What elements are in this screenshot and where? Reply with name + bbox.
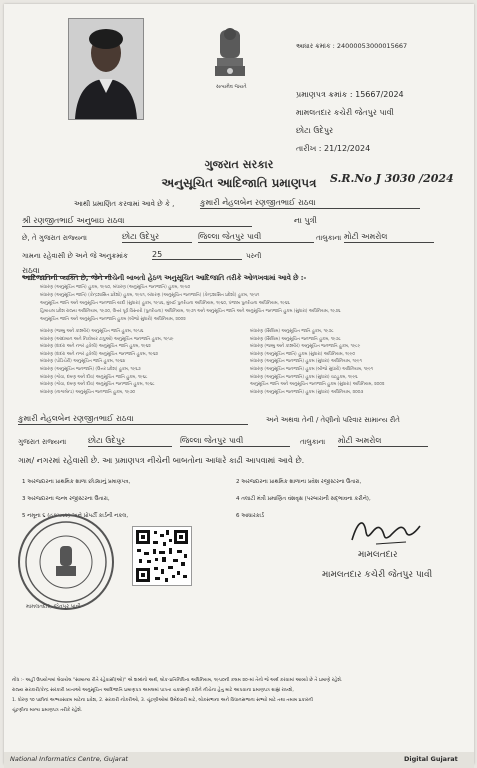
- entry-number: 25: [152, 250, 242, 260]
- signature-icon: [346, 514, 426, 548]
- basis-item: 5 નમૂના ૬ (હકપત્રક) અને પ્રોપર્ટી કાર્ડની નકલ,: [22, 513, 129, 519]
- applicant-name: કુમારી નેહલબેન રણજીતભાઈ રાઠવા: [200, 198, 420, 209]
- signatory-office: મામલતદાર કચેરી જેતપુર પાવી: [322, 570, 433, 580]
- note-line: રાજ્ય સરકારી/કેન્દ્ર સરકારી ખાતાઓ અનુસૂચિત આદિજાતિ પ્રમાણપત્ર અમલમાં પાત્રતા ચકાસણી કરીને નીચેના હેતુ માટે આપવાના પ્રમાણપત્ર ગ્રાહ્ય રાખશે,: [12, 688, 294, 693]
- note-line: 1. ધોરણ ૧૦ પછીનાં અભ્યાસક્રમ માટેના પ્રવેશ, 2. સરકારી નોકરીઓ, 3. ચૂંટણીઓમાં ઉમેદવારી માટે, લોકસભાના અને વિધાનસભાના સભ્યો માટે તથા તમામ પ્રકારની: [12, 698, 314, 703]
- basis-item: 6 આધારકાર્ડ: [236, 513, 264, 519]
- order-right-item: બંધારણ (અનુસૂચિત જનજાતિ) હુકમ (સુધારા) અધિનિયમ, ૨૦૦૩: [250, 389, 364, 395]
- order-left-item: બંધારણ (જમ્મુ અને કાશ્મીર) અનુસૂચિત જાતિ હુકમ, ૧૯૫૬: [40, 329, 144, 334]
- order-left-item: બંધારણ (પોંડિચેરી) અનુસૂચિત જાતિ હુકમ, ૧૯૬૪: [40, 359, 126, 365]
- official-seal: [18, 514, 114, 610]
- order-line: બંધારણ (અનુસૂચિત જાતિ) (કેન્દ્રશાસિત પ્રદેશો) હુકમ, ૧૯૫૧, બંધારણ (અનુસૂચિત જનજાતિ) (કેન્દ્રશાસિત પ્રદેશો) હુકમ, ૧૯૫૧: [40, 293, 260, 298]
- relation: ના પુત્રી: [294, 216, 317, 225]
- order-right-item: બંધારણ (અનુસૂચિત જનજાતિ) હુકમ (બીજો સુધારો) અધિનિયમ, ૧૯૯૧: [250, 366, 374, 372]
- order-right-item: બંધારણ (અનુસૂચિત જનજાતિ) હુકમ (સુધારા) વટહુકમ, ૧૯૯૬: [250, 374, 358, 380]
- order-line: બંધારણ (અનુસૂચિત જાતિ) હુકમ, ૧૯૫૦, બંધારણ (અનુસૂચિત જનજાતિ) હુકમ, ૧૯૫૦: [40, 285, 191, 290]
- certificate-title: અનુસૂચિત આદિજાતિ પ્રમાણપત્ર: [161, 176, 317, 190]
- village-name: મોટી અમરોલ: [344, 232, 434, 243]
- order-left-item: બંધારણ (ગોવા, દમણ અને દીવ) અનુસૂચિત જાતિ હુકમ, ૧૯૬૮: [40, 374, 148, 380]
- order-left-item: બંધારણ (અનુસૂચિત જનજાતિ) (ઉત્તર પ્રદેશ) હુકમ, ૧૯૬૭: [40, 366, 141, 372]
- orders-right: [250, 328, 384, 396]
- residence-statement: ગામ/ નગરમાં રહેવાસી છે. આ પ્રમાણપત્ર નીચેની બાબતોના આધારે કાઢી આપવામાં આવે છે.: [18, 456, 305, 465]
- sr-number: S.R.No J 3030 /2024: [330, 172, 454, 185]
- recognition-line: આદિજાતિની વ્યક્તિ છે, જેને નીચેની બાબતો હેઠળ અનુસૂચિત આદિજાતિ તરીકે ઓળખવામાં આવે છે :-: [22, 274, 307, 282]
- basis-item: 3 અરજદારના જન્મ રજીસ્ટરના ઉતારા,: [22, 496, 110, 502]
- issue-date: તારીખ : 21/12/2024: [296, 144, 371, 153]
- entry-prefix: ગામના રહેવાસી છે અને જે અનુક્રમાંક: [22, 252, 128, 260]
- order-left-item: બંધારણ (નાગાલેન્ડ) અનુસૂચિત જનજાતિ હુકમ, ૧૯૭૦: [40, 389, 136, 395]
- father-name: શ્રી રણજીતભાઈ અનુબાઇ રાઠવા: [22, 216, 252, 227]
- order-right-item: બંધારણ (અનુસૂચિત જાતિ) હુકમ (સુધારા) અધિનિયમ, ૧૯૯૦: [250, 351, 356, 357]
- signatory-title: મામલતદાર: [358, 550, 398, 560]
- order-right-item: બંધારણ (સિક્કિમ) અનુસૂચિત જનજાતિ હુકમ, ૧૯૭૮: [250, 336, 341, 342]
- government-title: ગુજરાત સરકાર: [204, 158, 274, 171]
- office-name: મામલતદાર કચેરી જેતપુર પાવી: [296, 108, 394, 117]
- order-right-item: બંધારણ (જમ્મુ અને કાશ્મીર) અનુસૂચિત જનજાતિ હુકમ, ૧૯૮૯: [250, 344, 361, 350]
- order-line: અનુસૂચિત જાતિ અને અનુસૂચિત જનજાતિ યાદી (સુધારા) હુકમ, ૧૯૫૬, મુંબઈ પુનર્રચના અધિનિયમ, ૧૯૬૦, પંજાબ પુનર્રચના અધિનિયમ, ૧૯૬૬: [40, 301, 290, 306]
- order-right-item: બંધારણ (અનુસૂચિત જનજાતિ) હુકમ (સુધારા) અધિનિયમ, ૧૯૯૧: [250, 359, 362, 365]
- national-emblem-icon: [212, 24, 248, 84]
- certificate-page: [4, 4, 474, 764]
- footer-right: Digital Gujarat: [404, 755, 458, 763]
- orders-left: [40, 328, 173, 396]
- order-left-item: બંધારણ (દાદરા અને નગર હવેલી) અનુસૂચિત જાતિ હુકમ, ૧૯૬૨: [40, 344, 151, 350]
- note-block: [12, 676, 342, 716]
- state-prefix: છે, તે ગુજરાત રાજ્યના: [22, 234, 87, 242]
- caste-name: રાઠવા: [22, 266, 112, 277]
- res-district: છોટા ઉદેપુર: [88, 436, 172, 447]
- order-left-item: બંધારણ (ગોવા, દમણ અને દીવ) અનુસૂચિત જનજાતિ હુકમ, ૧૯૬૮: [40, 382, 155, 388]
- applicant-photo: [68, 18, 144, 120]
- certificate-number: પ્રમાણપત્ર ક્રમાંક : 15667/2024: [296, 90, 404, 99]
- order-left-item: બંધારણ (આંદામાન અને નિકોબાર ટાપુઓ) અનુસૂચિત જનજાતિ હુકમ, ૧૯૫૯: [40, 336, 174, 342]
- qr-code-icon: [132, 526, 192, 586]
- orders-block: [40, 284, 460, 324]
- office-district: છોટા ઉદેપુર: [296, 126, 334, 135]
- note-line: ચૂંટણીના માન્ય પ્રમાણપત્ર તરીકે રહેશે.: [12, 708, 83, 713]
- entry-mid: પરની: [246, 252, 262, 260]
- basis-item: 1 અરજદારના પ્રાથમિક શાળા છોડ્યાનું પ્રમાણપત્ર,: [22, 479, 131, 485]
- seal-text: મામલતદાર, જેતપુર પાવી: [26, 604, 81, 610]
- taluka-name: જિલ્લા જેતપુર પાવી: [198, 232, 314, 243]
- attest-prefix: આથી પ્રમાણિત કરવામાં આવે છે કે ,: [74, 200, 175, 208]
- res-state-prefix: ગુજરાત રાજ્યના: [18, 438, 67, 446]
- res-village: મોટી અમરોલ: [338, 436, 428, 447]
- aadhaar-number: આધાર ક્રમાંક : 24000053000015667: [296, 42, 408, 50]
- footer-left: National Informatics Centre, Gujarat: [10, 755, 128, 763]
- order-right-item: અનુસૂચિત જાતિ અને અનુસૂચિત જનજાતિ હુકમ (સુધારા) અધિનિયમ, ૨૦૦૨: [250, 382, 385, 388]
- basis-item: 4 તલાટી મંત્રી પ્રમાણિત વંશવૃક્ષ (પરબારાની સદ્ભાવના કરીને),: [236, 496, 371, 502]
- order-right-item: બંધારણ (સિક્કિમ) અનુસૂચિત જાતિ હુકમ, ૧૯૭૮: [250, 329, 334, 334]
- order-left-item: બંધારણ (દાદરા અને નગર હવેલી) અનુસૂચિત જનજાતિ હુકમ, ૧૯૬૨: [40, 351, 158, 357]
- family-clause: અને અથવા તેની / તેણીનો પરિવાર સામાન્ય રીતે: [266, 416, 400, 424]
- note-line: નોંધ :- અહીં ઉપયોગમાં લેવાયેલ "સામાન્ય રીતે રહેવાસી(ઓ)" એ શબ્દનો અર્થ, લોક-પ્રતિનિધિત્વ અધિનિયમ, ૧૯૫૦ની કલમ ૨૦-માં તેનો જે અર્થ કરવામાં આવ્યો છે તે પ્રમાણે રહેશે.: [12, 678, 343, 683]
- order-line: અનુસૂચિત જાતિ અને અનુસૂચિત જનજાતિ હુકમ (બીજો સુધારો) અધિનિયમ, ૨૦૦૨: [40, 317, 186, 322]
- basis-item: 2 અરજદારના પ્રાથમિક શાળાના પ્રવેશ રજીસ્ટરના ઉતારા,: [236, 479, 362, 485]
- emblem-caption: સત્યમેવ જયતે: [216, 84, 247, 90]
- district-name: છોટા ઉદેપુર: [122, 232, 192, 243]
- taluka-word: તાલુકાના: [316, 234, 342, 242]
- res-taluka: જિલ્લા જેતપુર પાવી: [180, 436, 290, 447]
- order-line: હિમાચલ પ્રદેશ રાજ્ય અધિનિયમ, ૧૯૭૦, ઉત્તર પૂર્વ વિસ્તારો (પુનર્રચના) અધિનિયમ, ૧૯૭૧ અને અનુસૂચિત જાતિ અને અનુસૂચિત જનજાતિ હુકમ (સુધારા) અધિનિયમ, ૧૯૭૬: [40, 309, 341, 314]
- res-taluka-word: તાલુકાના: [300, 438, 326, 446]
- applicant-name-2: કુમારી નેહલબેન રણજીતભાઈ રાઠવા: [18, 414, 248, 425]
